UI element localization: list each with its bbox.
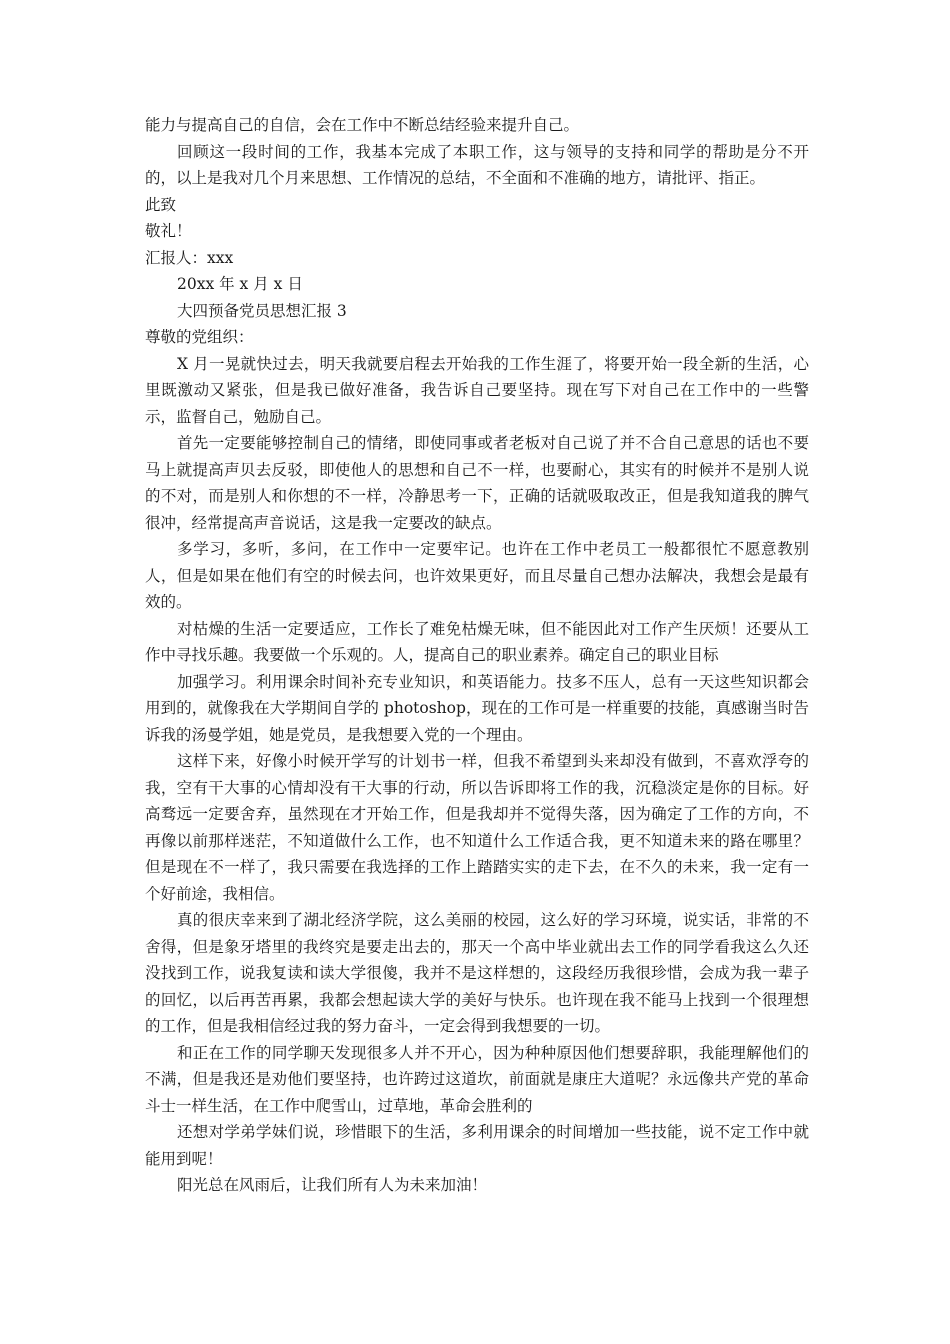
closing-line-1: 此致: [145, 195, 177, 214]
date-line: 20xx 年 x 月 x 日: [177, 275, 303, 293]
paragraph-9: 还想对学弟学妹们说，珍惜眼下的生活，多利用课余的时间增加一些技能，说不定工作中就能用到呢！: [145, 1123, 809, 1168]
paragraph-4: 对枯燥的生活一定要适应，工作长了难免枯燥无味，但不能因此对工作产生厌烦！还要从工作中寻找乐趣。我要做一个乐观的。人，提高自己的职业素养。确定自己的职业目标: [145, 619, 809, 664]
paragraph-review: 回顾这一段时间的工作，我基本完成了本职工作，这与领导的支持和同学的帮助是分不开的，以上是我对几个月来思想、工作情况的总结，不全面和不准确的地方，请批评、指正。: [145, 142, 809, 187]
paragraph-3: 多学习，多听，多问，在工作中一定要牢记。也许在工作中老员工一般都很忙不愿意教别人，但是如果在他们有空的时候去问，也许效果更好，而且尽量自己想办法解决，我想会是最有效的。: [145, 540, 809, 611]
paragraph-2: 首先一定要能够控制自己的情绪，即使同事或者老板对自己说了并不合自己意思的话也不要马上就提高声贝去反驳，即使他人的思想和自己不一样，也要耐心，其实有的时候并不是别人说的不对，而是别人和你想的不一样，冷静思考一下，正确的话就吸取改正，但是我知道我的脾气很冲，经常提高声音说话，这是我一定要改的缺点。: [145, 434, 809, 532]
section-title: 大四预备党员思想汇报 3: [177, 301, 347, 320]
reporter-line: 汇报人：xxx: [145, 248, 234, 267]
paragraph-5: 加强学习。利用课余时间补充专业知识，和英语能力。技多不压人，总有一天这些知识都会用到的，就像我在大学期间自学的 photoshop，现在的工作可是一样重要的技能，真感谢当时告诉我的汤曼学姐，她是党员，是我想要入党的一个理由。: [145, 672, 809, 744]
document-page: [145, 112, 809, 1199]
paragraph-intro-tail: 能力与提高自己的自信，会在工作中不断总结经验来提升自己。: [145, 116, 580, 134]
paragraph-8: 和正在工作的同学聊天发现很多人并不开心，因为种种原因他们想要辞职，我能理解他们的不满，但是我还是劝他们要坚持，也许跨过这道坎，前面就是康庄大道呢？永远像共产党的革命斗士一样生活，在工作中爬雪山，过草地，革命会胜利的: [145, 1043, 809, 1115]
salutation: 尊敬的党组织：: [145, 328, 254, 346]
paragraph-10: 阳光总在风雨后，让我们所有人为未来加油！: [177, 1176, 488, 1194]
closing-line-2: 敬礼！: [145, 222, 192, 240]
paragraph-1: X 月一晃就快过去，明天我就要启程去开始我的工作生涯了，将要开始一段全新的生活，心里既激动又紧张，但是我已做好准备，我告诉自己要坚持。现在写下对自己在工作中的一些警示，监督自己，勉励自己。: [145, 354, 809, 426]
paragraph-6: 这样下来，好像小时候开学写的计划书一样，但我不希望到头来却没有做到，不喜欢浮夸的我，空有干大事的心情却没有干大事的行动，所以告诉即将工作的我，沉稳淡定是你的目标。好高骛远一定要舍弃，虽然现在才开始工作，但是我却并不觉得失落，因为确定了工作的方向，不再像以前那样迷茫，不知道做什么工作，也不知道什么工作适合我，更不知道未来的路在哪里？但是现在不一样了，我只需要在我选择的工作上踏踏实实的走下去，在不久的未来，我一定有一个好前途，我相信。: [145, 752, 809, 903]
paragraph-7: 真的很庆幸来到了湖北经济学院，这么美丽的校园，这么好的学习环境，说实话，非常的不舍得，但是象牙塔里的我终究是要走出去的，那天一个高中毕业就出去工作的同学看我这么久还没找到工作，说我复读和读大学很傻，我并不是这样想的，这段经历我很珍惜，会成为我一辈子的回忆，以后再苦再累，我都会想起读大学的美好与快乐。也许现在我不能马上找到一个很理想的工作，但是我相信经过我的努力奋斗，一定会得到我想要的一切。: [145, 911, 809, 1035]
